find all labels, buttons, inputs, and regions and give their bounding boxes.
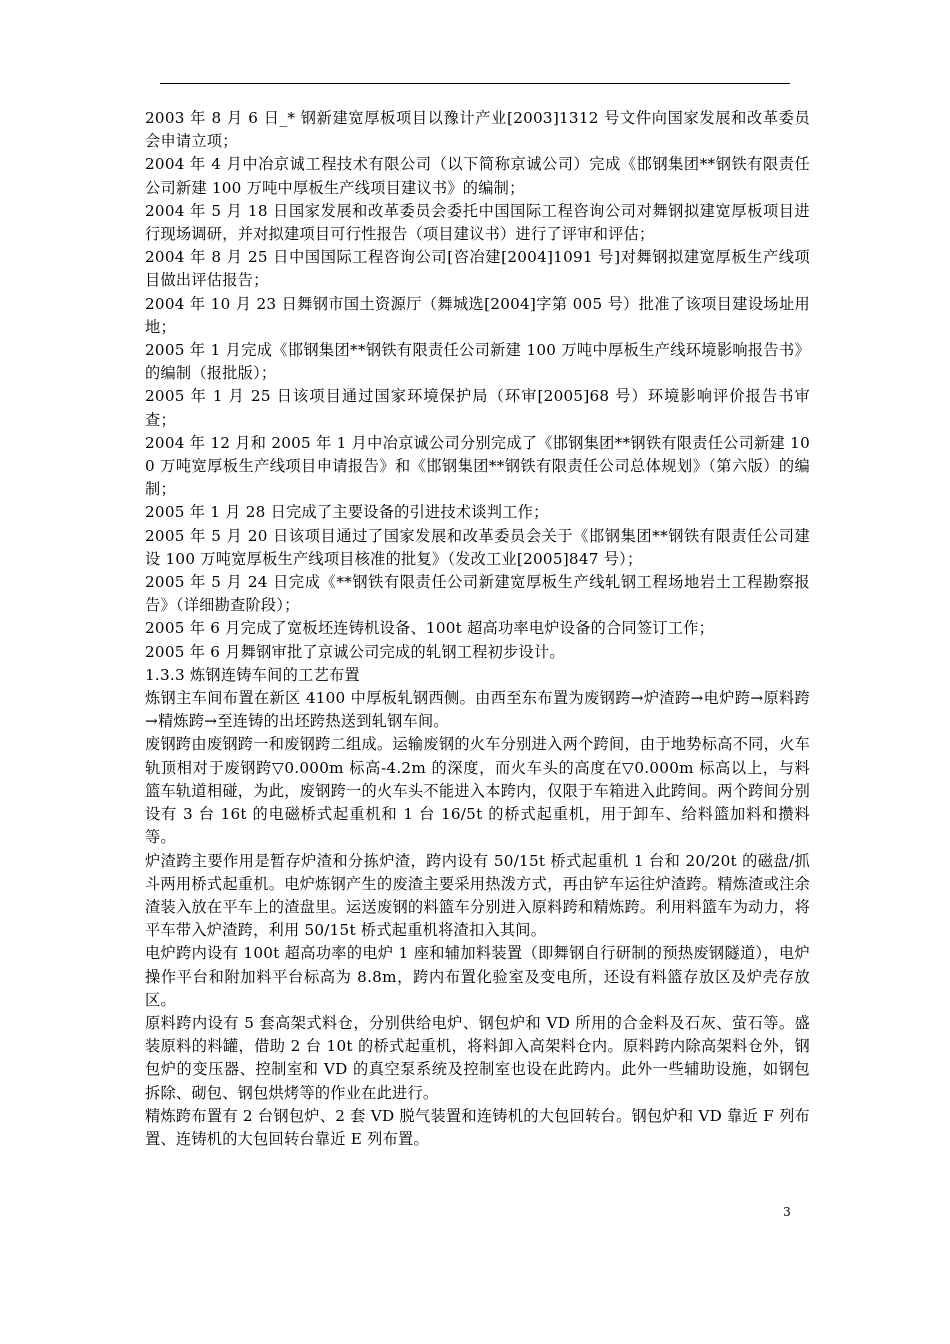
document-body bbox=[145, 107, 810, 1151]
paragraph-7: 2005 年 1 月 25 日该项目通过国家环境保护局（环审[2005]68 号）环境影响评价报告书审查； bbox=[145, 387, 810, 429]
paragraph-19: 原料跨内设有 5 套高架式料仓，分别供给电炉、钢包炉和 VD 所用的合金料及石灰、萤石等。盛装原料的料罐，借助 2 台 10t 的桥式起重机，将料卸入高架料仓内。原料跨内除高架料仓外，钢包炉的变压器、控制室和 VD 的真空泵系统及控制室也设在此跨内。此外一些辅助设施，如钢包拆除、砌包、钢包烘烤等的作业在此进行。 bbox=[145, 1013, 810, 1102]
paragraph-11: 2005 年 5 月 24 日完成《**钢铁有限责任公司新建宽厚板生产线轧钢工程场地岩土工程勘察报告》（详细勘查阶段）； bbox=[145, 573, 810, 615]
paragraph-16: 废钢跨由废钢跨一和废钢跨二组成。运输废钢的火车分别进入两个跨间，由于地势标高不同，火车轨顶相对于废钢跨▽0.000m 标高-4.2m 的深度，而火车头的高度在▽0.000m 标高以上，与料篮车轨道相碰，为此，废钢跨一的火车头不能进入本跨内，仅限于车箱进入此跨间。两个跨间分别设有 3 台 16t 的电磁桥式起重机和 1 台 16/5t 的桥式起重机，用于卸车、给料篮加料和攒料等。 bbox=[145, 735, 810, 847]
section-heading: 1.3.3 炼钢连铸车间的工艺布置 bbox=[145, 665, 360, 684]
paragraph-1: 2003 年 8 月 6 日_* 钢新建宽厚板项目以豫计产业[2003]1312 号文件向国家发展和改革委员会申请立项； bbox=[145, 109, 810, 151]
paragraph-13: 2005 年 6 月舞钢审批了京诚公司完成的轧钢工程初步设计。 bbox=[145, 642, 565, 661]
paragraph-2: 2004 年 4 月中冶京诚工程技术有限公司（以下简称京诚公司）完成《邯钢集团**钢铁有限责任公司新建 100 万吨中厚板生产线项目建议书》的编制； bbox=[145, 155, 810, 197]
paragraph-8: 2004 年 12 月和 2005 年 1 月中冶京诚公司分别完成了《邯钢集团**钢铁有限责任公司新建 100 万吨宽厚板生产线项目申请报告》和《邯钢集团**钢铁有限责任公司总体规划》（第六版）的编制； bbox=[145, 433, 810, 499]
paragraph-17: 炉渣跨主要作用是暂存炉渣和分拣炉渣，跨内设有 50/15t 桥式起重机 1 台和 20/20t 的磁盘/抓斗两用桥式起重机。电炉炼钢产生的废渣主要采用热泼方式，再由铲车运往炉渣跨。精炼渣或注余渣装入放在平车上的渣盘里。运送废钢的料篮车分别进入原料跨和精炼跨。利用料篮车为动力，将平车带入炉渣跨，利用 50/15t 桥式起重机将渣扣入其间。 bbox=[145, 851, 810, 940]
paragraph-18: 电炉跨内设有 100t 超高功率的电炉 1 座和辅加料装置（即舞钢自行研制的预热废钢隧道），电炉操作平台和附加料平台标高为 8.8m，跨内布置化验室及变电所，还设有料篮存放区及炉壳存放区。 bbox=[145, 944, 810, 1009]
paragraph-9: 2005 年 1 月 28 日完成了主要设备的引进技术谈判工作； bbox=[145, 503, 549, 522]
paragraph-6: 2005 年 1 月完成《邯钢集团**钢铁有限责任公司新建 100 万吨中厚板生产线环境影响报告书》的编制（报批版）； bbox=[145, 341, 810, 383]
page-number: 3 bbox=[783, 1205, 791, 1219]
paragraph-4: 2004 年 8 月 25 日中国国际工程咨询公司[咨冶建[2004]1091 号]对舞钢拟建宽厚板生产线项目做出评估报告； bbox=[145, 248, 810, 290]
paragraph-3: 2004 年 5 月 18 日国家发展和改革委员会委托中国国际工程咨询公司对舞钢拟建宽厚板项目进行现场调研，并对拟建项目可行性报告（项目建议书）进行了评审和评估； bbox=[145, 201, 810, 244]
paragraph-5: 2004 年 10 月 23 日舞钢市国土资源厅（舞城选[2004]字第 005 号）批准了该项目建设场址用地； bbox=[145, 294, 810, 336]
paragraph-15: 炼钢主车间布置在新区 4100 中厚板轧钢西侧。由西至东布置为废钢跨→炉渣跨→电炉跨→原料跨→精炼跨→至连铸的出坯跨热送到轧钢车间。 bbox=[145, 689, 810, 731]
paragraph-20: 精炼跨布置有 2 台钢包炉、2 套 VD 脱气装置和连铸机的大包回转台。钢包炉和 VD 靠近 F 列布置、连铸机的大包回转台靠近 E 列布置。 bbox=[145, 1106, 810, 1148]
paragraph-10: 2005 年 5 月 20 日该项目通过了国家发展和改革委员会关于《邯钢集团**钢铁有限责任公司建设 100 万吨宽厚板生产线项目核准的批复》（发改工业[2005]847 号）； bbox=[145, 526, 810, 568]
paragraph-12: 2005 年 6 月完成了宽板坯连铸机设备、100t 超高功率电炉设备的合同签订工作； bbox=[145, 619, 715, 638]
header-rule bbox=[160, 83, 790, 84]
